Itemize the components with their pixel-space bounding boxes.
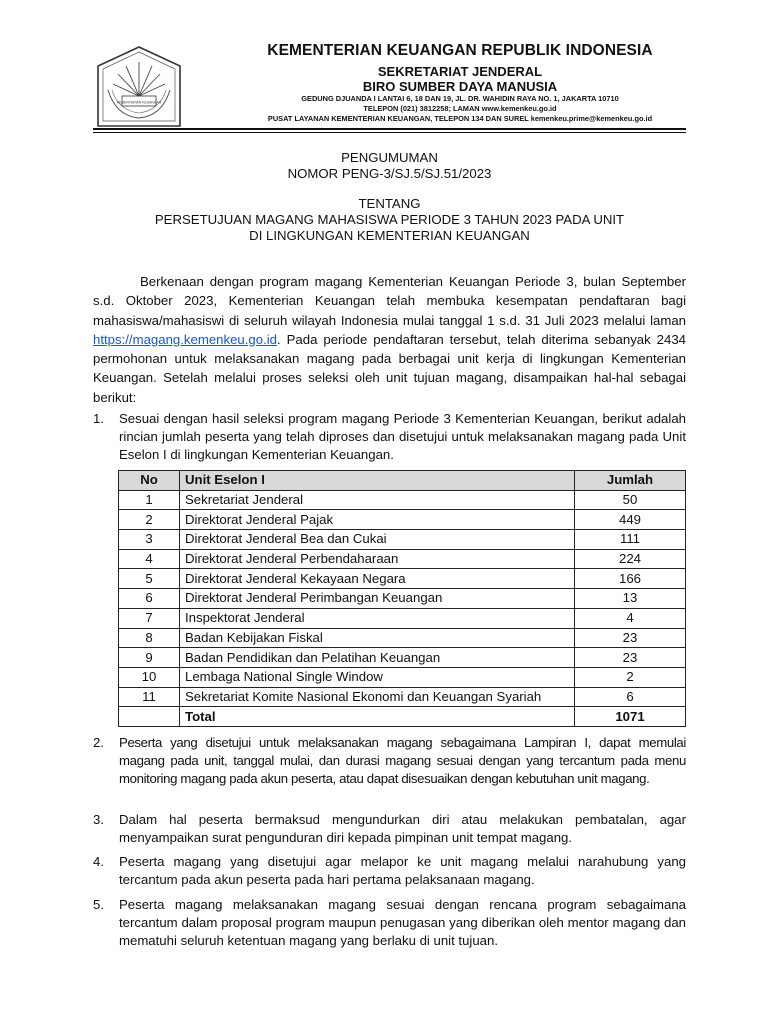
- col-header-unit: Unit Eselon I: [180, 471, 575, 491]
- document-type: PENGUMUMAN: [341, 150, 438, 165]
- list-item-number: 5.: [93, 897, 104, 912]
- cell-unit: Direktorat Jenderal Perbendaharaan: [180, 549, 575, 569]
- col-header-no: No: [119, 471, 180, 491]
- intro-text-end: . Pada periode pendaftaran tersebut, telah diterima sebanyak 2434 permohonan untuk melaksanakan magang pada berbagai unit kerja di lingkungan Kementerian Keuangan. Setelah melalui proses seleksi oleh unit tujuan magang, disampaikan hal-hal sebagai berikut:: [93, 331, 686, 405]
- table-row: [119, 549, 686, 569]
- ministry-logo-icon: [96, 44, 182, 128]
- intro-text-start: Berkenaan dengan program magang Kementerian Keuangan Periode 3, bulan September s.d. Oktober 2023, Kementerian Keuangan telah membuka kesempatan pendaftaran bagi mahasiswa/mahasiswi di seluruh wilayah Indonesia mulai tanggal 1 s.d. 31 Juli 2023 melalui laman: [93, 274, 686, 328]
- cell-unit: Direktorat Jenderal Pajak: [180, 510, 575, 530]
- cell-no: 11: [119, 687, 180, 707]
- registration-link[interactable]: https://magang.kemenkeu.go.id: [93, 331, 278, 347]
- list-item-text: Dalam hal peserta bermaksud mengundurkan diri atau melakukan pembatalan, agar menyampaikan surat pengunduran diri kepada pimpinan unit tempat magang.: [119, 812, 686, 845]
- list-item-text: Peserta yang disetujui untuk melaksanakan magang sebagaimana Lampiran I, dapat memulai magang pada unit, tanggal mulai, dan durasi magang sesuai dengan yang tercantum pada menu monitoring magang pada akun peserta, atau dapat disesuaikan dengan kebutuhan unit magang.: [119, 735, 686, 786]
- table-row: [119, 569, 686, 589]
- table-row: [119, 608, 686, 628]
- total-label: Total: [180, 707, 575, 727]
- list-item-text: Sesuai dengan hasil seleksi program magang Periode 3 Kementerian Keuangan, berikut adalah rincian jumlah peserta yang telah diproses dan disetujui untuk melaksanakan magang pada Unit Eselon I di lingkungan Kementerian Keuangan.: [119, 411, 686, 462]
- document-number: NOMOR PENG-3/SJ.5/SJ.51/2023: [287, 166, 492, 181]
- intro-paragraph: [93, 272, 686, 407]
- cell-jumlah: 2: [575, 667, 686, 687]
- table-row: [119, 628, 686, 648]
- cell-no-empty: [119, 707, 180, 727]
- table-row: [119, 490, 686, 510]
- letterhead-rule-thick: [93, 128, 686, 130]
- cell-jumlah: 4: [575, 608, 686, 628]
- list-item-text: Peserta magang yang disetujui agar melapor ke unit magang melalui narahubung yang tercantum pada akun peserta pada hari pertama pelaksanaan magang.: [119, 854, 686, 887]
- cell-no: 9: [119, 648, 180, 668]
- cell-jumlah: 224: [575, 549, 686, 569]
- cell-unit: Direktorat Jenderal Perimbangan Keuangan: [180, 589, 575, 609]
- cell-jumlah: 50: [575, 490, 686, 510]
- table-row: [119, 648, 686, 668]
- subject-line-2: DI LINGKUNGAN KEMENTERIAN KEUANGAN: [249, 228, 530, 243]
- address-line: GEDUNG DJUANDA I LANTAI 6, 18 DAN 19, JL. DR. WAHIDIN RAYA NO. 1, JAKARTA 10710: [301, 94, 619, 103]
- cell-jumlah: 23: [575, 648, 686, 668]
- list-item-number: 2.: [93, 735, 104, 750]
- cell-no: 6: [119, 589, 180, 609]
- cell-no: 8: [119, 628, 180, 648]
- list-item-number: 1.: [93, 411, 104, 426]
- cell-jumlah: 111: [575, 530, 686, 550]
- cell-jumlah: 23: [575, 628, 686, 648]
- table-row: [119, 530, 686, 550]
- cell-unit: Inspektorat Jenderal: [180, 608, 575, 628]
- col-header-jumlah: Jumlah: [575, 471, 686, 491]
- cell-no: 3: [119, 530, 180, 550]
- cell-unit: Badan Pendidikan dan Pelatihan Keuangan: [180, 648, 575, 668]
- cell-no: 10: [119, 667, 180, 687]
- ministry-name: KEMENTERIAN KEUANGAN REPUBLIK INDONESIA: [267, 42, 653, 59]
- list-item-number: 4.: [93, 854, 104, 869]
- cell-unit: Direktorat Jenderal Bea dan Cukai: [180, 530, 575, 550]
- table-header-row: [119, 471, 686, 491]
- cell-jumlah: 166: [575, 569, 686, 589]
- cell-no: 5: [119, 569, 180, 589]
- bureau-name: BIRO SUMBER DAYA MANUSIA: [362, 79, 558, 94]
- service-line: PUSAT LAYANAN KEMENTERIAN KEUANGAN, TELEPON 134 DAN SUREL kemenkeu.prime@kemenkeu.go.id: [267, 114, 653, 123]
- secretariat-name: SEKRETARIAT JENDERAL: [377, 64, 543, 79]
- cell-jumlah: 6: [575, 687, 686, 707]
- cell-unit: Lembaga National Single Window: [180, 667, 575, 687]
- subject-line-1: PERSETUJUAN MAGANG MAHASISWA PERIODE 3 TAHUN 2023 PADA UNIT: [154, 212, 625, 227]
- phone-line: TELEPON (021) 3812258; LAMAN www.kemenkeu.go.id: [363, 104, 557, 113]
- cell-no: 4: [119, 549, 180, 569]
- cell-unit: Direktorat Jenderal Kekayaan Negara: [180, 569, 575, 589]
- svg-text:KEMENTERIAN KEUANGAN: KEMENTERIAN KEUANGAN: [116, 100, 162, 105]
- about-label: TENTANG: [358, 196, 421, 211]
- table-row: [119, 589, 686, 609]
- cell-jumlah: 13: [575, 589, 686, 609]
- list-item-text: Peserta magang melaksanakan magang sesuai dengan rencana program sebagaimana tercantum dalam proposal program maupun penugasan yang diberikan oleh mentor magang dan mematuhi seluruh ketentuan magang yang berlaku di unit tujuan.: [119, 897, 686, 948]
- cell-no: 2: [119, 510, 180, 530]
- letterhead-rule-thin: [93, 132, 686, 133]
- cell-unit: Sekretariat Komite Nasional Ekonomi dan Keuangan Syariah: [180, 687, 575, 707]
- total-value: 1071: [575, 707, 686, 727]
- cell-no: 1: [119, 490, 180, 510]
- cell-unit: Sekretariat Jenderal: [180, 490, 575, 510]
- table-row: [119, 510, 686, 530]
- table-row: [119, 687, 686, 707]
- list-item-number: 3.: [93, 812, 104, 827]
- cell-no: 7: [119, 608, 180, 628]
- table-row: [119, 667, 686, 687]
- participants-table: [118, 470, 686, 727]
- cell-jumlah: 449: [575, 510, 686, 530]
- table-total-row: [119, 707, 686, 727]
- cell-unit: Badan Kebijakan Fiskal: [180, 628, 575, 648]
